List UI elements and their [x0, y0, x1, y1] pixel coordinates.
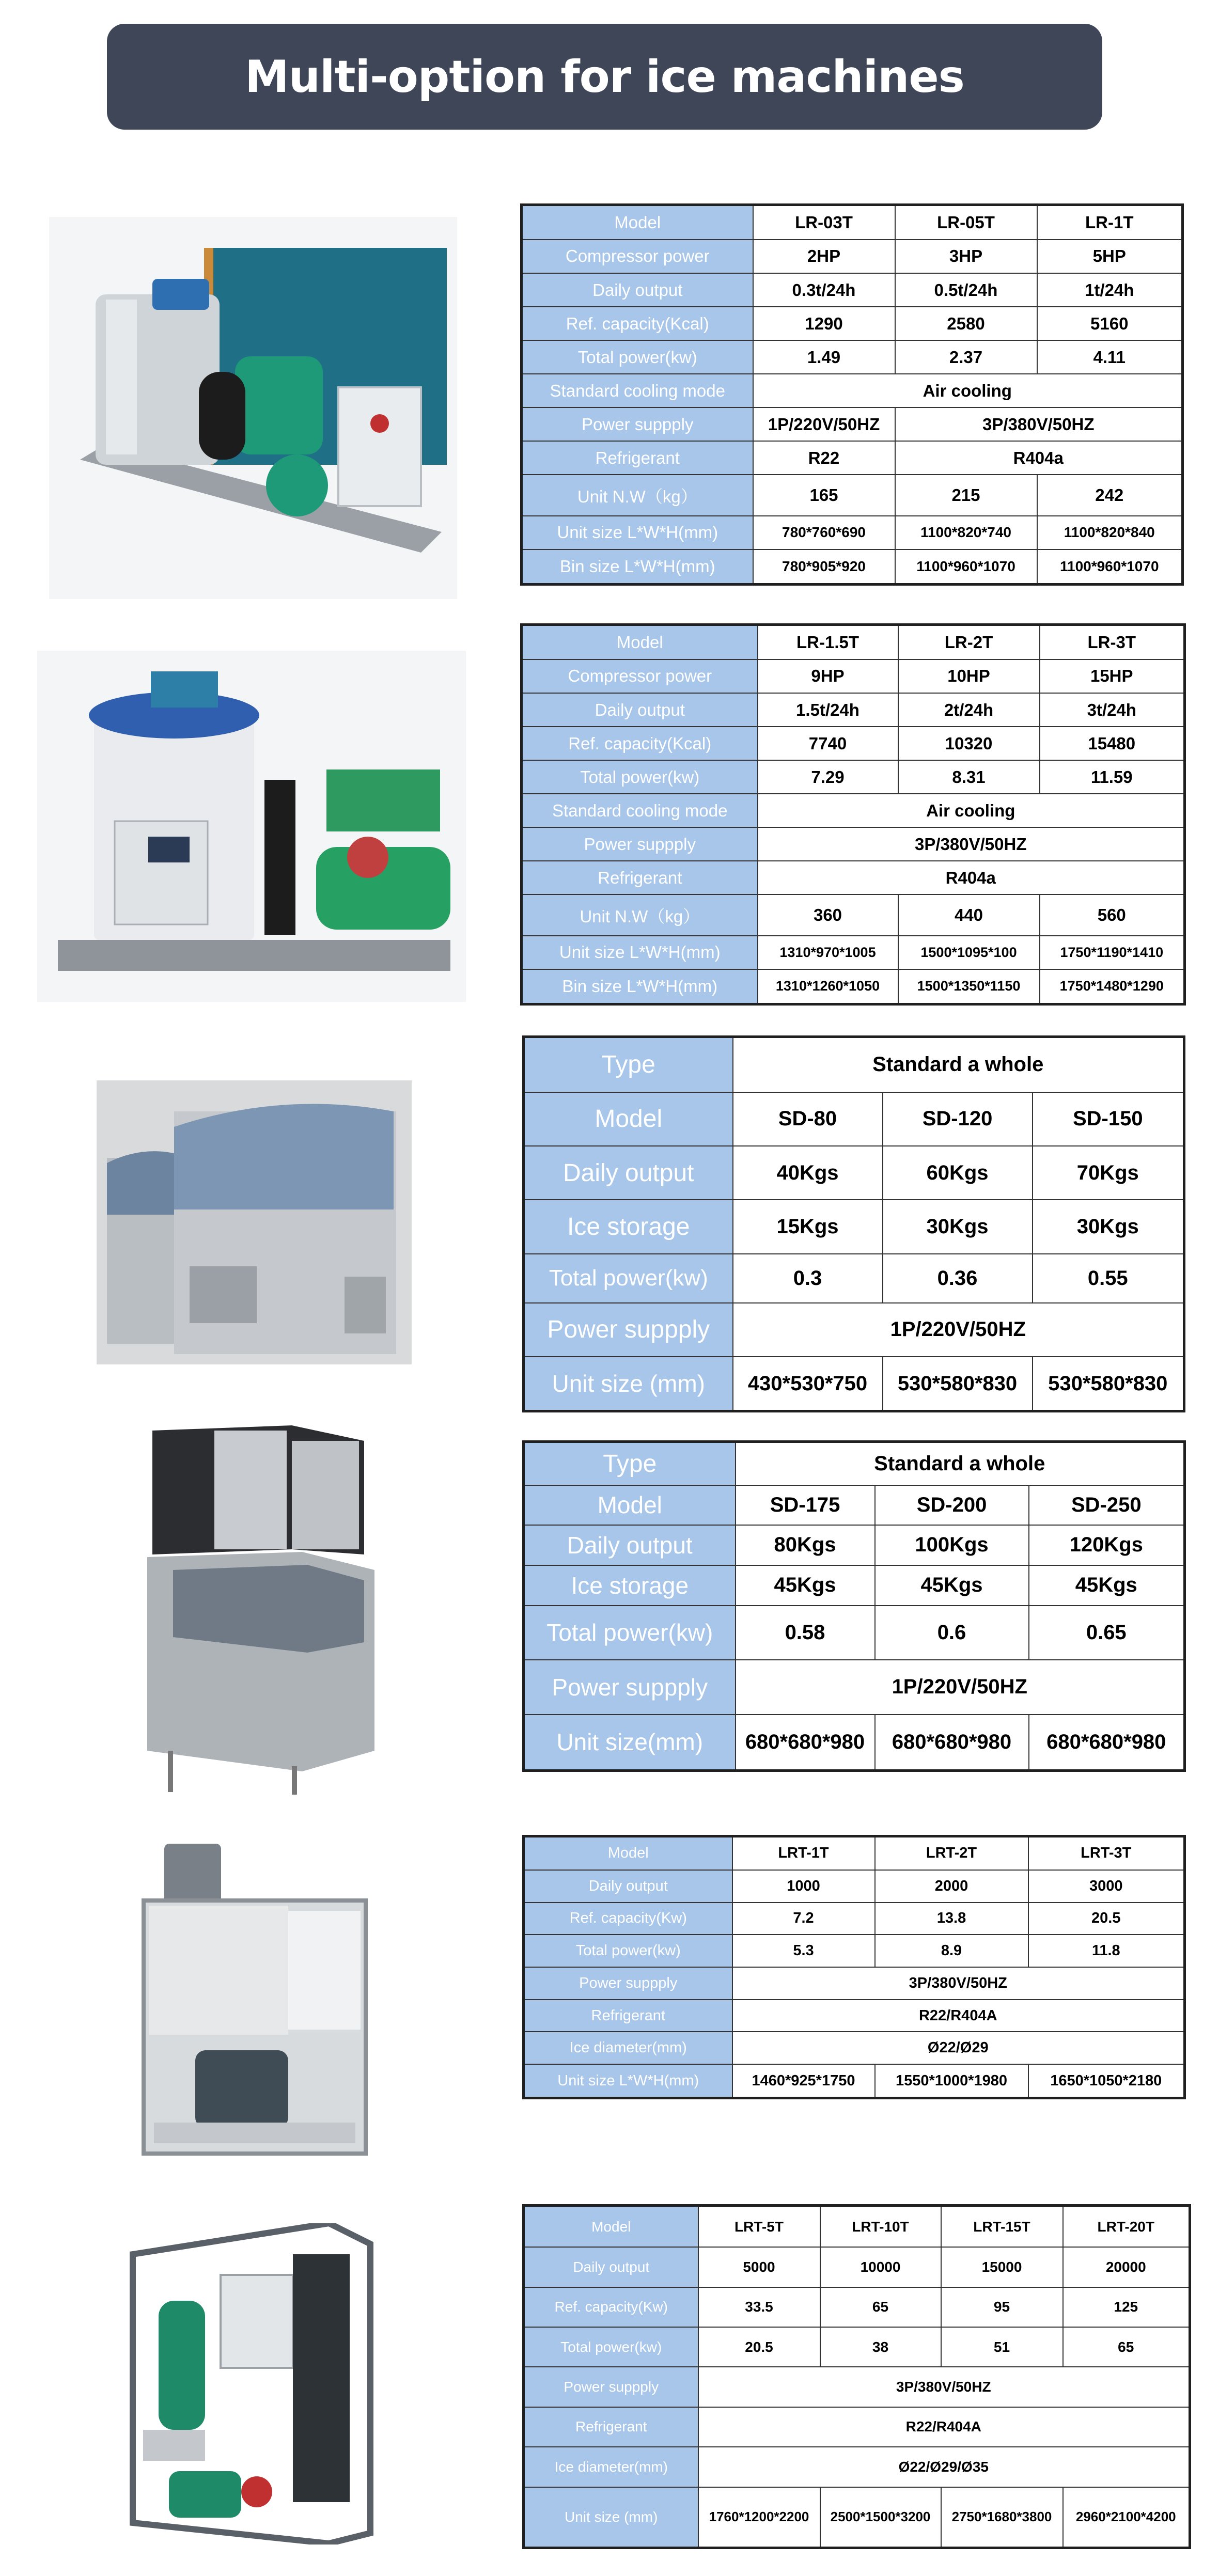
cell: 15000	[941, 2247, 1063, 2287]
cell: 0.36	[883, 1254, 1033, 1303]
compressor	[235, 356, 323, 454]
row-label: Ice diameter(mm)	[524, 2032, 732, 2064]
table-row	[524, 1715, 1185, 1771]
row-label: Total power(kw)	[524, 2327, 698, 2367]
row-label: Total power(kw)	[522, 760, 758, 794]
row-label: Power suppply	[522, 407, 753, 441]
cell: 1310*1260*1050	[758, 969, 898, 1004]
tube-ice-machine-photo-1	[133, 1844, 376, 2159]
spec-table-1	[520, 203, 1184, 586]
cell: 680*680*980	[875, 1715, 1029, 1771]
cell: 15Kgs	[733, 1200, 883, 1253]
cell: 9HP	[758, 659, 898, 693]
row-label: Model	[522, 205, 753, 240]
cell: 8.9	[875, 1935, 1028, 1967]
table-row	[524, 1525, 1185, 1565]
cell: Ø22/Ø29	[732, 2032, 1185, 2064]
cell: 1100*820*840	[1037, 516, 1183, 549]
cell: 215	[895, 475, 1037, 516]
page-title: Multi-option for ice machines	[245, 51, 964, 103]
row-label: Ref. capacity(Kcal)	[522, 307, 753, 340]
row-label: Type	[524, 1037, 733, 1092]
cell: 2750*1680*3800	[941, 2487, 1063, 2548]
cell: 38	[820, 2327, 941, 2367]
row-label: Standard cooling mode	[522, 374, 753, 407]
table-row	[524, 1967, 1185, 2000]
cell: 51	[941, 2327, 1063, 2367]
cell: SD-120	[883, 1092, 1033, 1146]
cell: 0.58	[736, 1606, 875, 1660]
cube-ice-machine-photo-2	[137, 1415, 385, 1797]
row-label: Model	[524, 2206, 698, 2248]
row-label: Model	[524, 1485, 736, 1525]
row-label: Model	[524, 1092, 733, 1146]
cell: 1650*1050*2180	[1028, 2064, 1185, 2098]
cell: 1760*1200*2200	[698, 2487, 820, 2548]
row-label: Power suppply	[524, 1660, 736, 1715]
cell: 30Kgs	[1033, 1200, 1184, 1253]
cell: LR-03T	[753, 205, 895, 240]
cell: 3P/380V/50HZ	[698, 2367, 1190, 2407]
spec-table-4	[522, 1440, 1186, 1772]
cell: 2500*1500*3200	[820, 2487, 941, 2548]
cell: 2000	[875, 1870, 1028, 1903]
cell: 2.37	[895, 340, 1037, 374]
table-row	[522, 827, 1185, 861]
row-label: Power suppply	[524, 1967, 732, 2000]
cell: Standard a whole	[733, 1037, 1184, 1092]
table-row	[524, 1903, 1185, 1935]
row-label: Compressor power	[522, 240, 753, 273]
cell: 1290	[753, 307, 895, 340]
flake-ice-machine-photo-2	[37, 651, 466, 1002]
upper-cabinet	[149, 1906, 288, 2035]
cell: 1000	[732, 1870, 875, 1903]
table-row	[524, 1606, 1185, 1660]
control-box	[221, 2275, 293, 2368]
cell: 1P/220V/50HZ	[736, 1660, 1185, 1715]
cell: 2580	[895, 307, 1037, 340]
cell: 0.6	[875, 1606, 1029, 1660]
cell: 8.31	[898, 760, 1040, 794]
cell: 80Kgs	[736, 1525, 875, 1565]
cell: 10000	[820, 2247, 941, 2287]
cell: 15HP	[1040, 659, 1185, 693]
row-label: Daily output	[524, 1525, 736, 1565]
table-row	[524, 1660, 1185, 1715]
row-label: Model	[522, 625, 758, 659]
top-tank	[164, 1844, 221, 1906]
row-label: Daily output	[524, 1146, 733, 1200]
table-row	[524, 2032, 1185, 2064]
table-row	[524, 2206, 1190, 2248]
cell: 780*905*920	[753, 549, 895, 585]
table-row	[522, 205, 1183, 240]
cell: 65	[1063, 2327, 1190, 2367]
row-label: Ice storage	[524, 1565, 736, 1606]
cell: LRT-20T	[1063, 2206, 1190, 2248]
cell: LR-05T	[895, 205, 1037, 240]
cell: 430*530*750	[733, 1357, 883, 1411]
row-label: Unit size(mm)	[524, 1715, 736, 1771]
cell: 440	[898, 894, 1040, 936]
cell: R22	[753, 441, 895, 475]
row-label: Ref. capacity(Kw)	[524, 2287, 698, 2327]
cell: 360	[758, 894, 898, 936]
table-row	[524, 1565, 1185, 1606]
cell: 1P/220V/50HZ	[733, 1303, 1184, 1357]
table-row	[524, 2327, 1190, 2367]
row-label: Total power(kw)	[524, 1254, 733, 1303]
cell: 0.65	[1029, 1606, 1185, 1660]
cell: 1310*970*1005	[758, 936, 898, 969]
cell: 1500*1095*100	[898, 936, 1040, 969]
table-row	[522, 374, 1183, 407]
cell: 1100*820*740	[895, 516, 1037, 549]
table-row	[524, 1303, 1184, 1357]
cell: 1460*925*1750	[732, 2064, 875, 2098]
row-label: Total power(kw)	[522, 340, 753, 374]
cell: LR-2T	[898, 625, 1040, 659]
table-row	[522, 659, 1185, 693]
row-label: Unit size (mm)	[524, 2487, 698, 2548]
cell: 3000	[1028, 1870, 1185, 1903]
cell: 20.5	[698, 2327, 820, 2367]
row-label: Unit N.W（kg）	[522, 894, 758, 936]
cell: SD-250	[1029, 1485, 1185, 1525]
control-box	[338, 387, 421, 506]
cell: 0.5t/24h	[895, 273, 1037, 307]
cell: SD-150	[1033, 1092, 1184, 1146]
table-row	[522, 475, 1183, 516]
table-row	[524, 2064, 1185, 2098]
row-label: Total power(kw)	[524, 1606, 736, 1660]
table-row	[524, 2487, 1190, 2548]
table-row	[524, 1092, 1184, 1146]
row-label: Unit size L*W*H(mm)	[524, 2064, 732, 2098]
cell: 3P/380V/50HZ	[758, 827, 1185, 861]
cell: 530*580*830	[1033, 1357, 1184, 1411]
spec-table-6	[522, 2204, 1191, 2549]
cell: 2t/24h	[898, 693, 1040, 727]
cell: 5000	[698, 2247, 820, 2287]
row-label: Ref. capacity(Kw)	[524, 1903, 732, 1935]
cell: Air cooling	[753, 374, 1183, 407]
table-row	[522, 936, 1185, 969]
cell: 1500*1350*1150	[898, 969, 1040, 1004]
spec-table-3	[522, 1035, 1185, 1412]
row-label: Daily output	[522, 693, 758, 727]
row-label: Power suppply	[522, 827, 758, 861]
cell: 10HP	[898, 659, 1040, 693]
cell: 1.49	[753, 340, 895, 374]
row-label: Ice storage	[524, 1200, 733, 1253]
cell: 13.8	[875, 1903, 1028, 1935]
spec-table-5	[522, 1835, 1186, 2099]
cell: Ø22/Ø29/Ø35	[698, 2447, 1190, 2487]
cell: 45Kgs	[875, 1565, 1029, 1606]
cell: LRT-2T	[875, 1836, 1028, 1870]
row-label: Daily output	[524, 2247, 698, 2287]
cell: SD-200	[875, 1485, 1029, 1525]
cell: 780*760*690	[753, 516, 895, 549]
table-row	[522, 549, 1183, 585]
row-label: Power suppply	[524, 2367, 698, 2407]
row-label: Compressor power	[522, 659, 758, 693]
cell: LRT-1T	[732, 1836, 875, 1870]
cell: SD-175	[736, 1485, 875, 1525]
cell: 2960*2100*4200	[1063, 2487, 1190, 2548]
table-row	[524, 1037, 1184, 1092]
row-label: Unit size L*W*H(mm)	[522, 936, 758, 969]
row-label: Unit size (mm)	[524, 1357, 733, 1411]
cell: LRT-10T	[820, 2206, 941, 2248]
cell: 165	[753, 475, 895, 516]
row-label: Daily output	[524, 1870, 732, 1903]
cell: Air cooling	[758, 794, 1185, 827]
cell: 7.2	[732, 1903, 875, 1935]
cell: 45Kgs	[736, 1565, 875, 1606]
table-row	[524, 1200, 1184, 1253]
table-row	[522, 894, 1185, 936]
row-label: Ice diameter(mm)	[524, 2447, 698, 2487]
spec-table-2	[520, 623, 1186, 1006]
row-label: Refrigerant	[522, 441, 753, 475]
table-row	[522, 307, 1183, 340]
cell: SD-80	[733, 1092, 883, 1146]
cell: LRT-3T	[1028, 1836, 1185, 1870]
cell: 70Kgs	[1033, 1146, 1184, 1200]
cell: 1750*1480*1290	[1040, 969, 1185, 1004]
flake-ice-machine-photo-1	[49, 217, 457, 599]
cell: 120Kgs	[1029, 1525, 1185, 1565]
cell: 95	[941, 2287, 1063, 2327]
ice-column	[293, 2254, 350, 2502]
table-row	[522, 625, 1185, 659]
table-row	[522, 760, 1185, 794]
cell: 10320	[898, 727, 1040, 760]
cell: 1750*1190*1410	[1040, 936, 1185, 969]
compressor	[195, 2050, 288, 2128]
table-row	[522, 969, 1185, 1004]
table-row	[524, 2287, 1190, 2327]
table-row	[524, 2247, 1190, 2287]
row-label: Daily output	[522, 273, 753, 307]
cell: 3P/380V/50HZ	[895, 407, 1183, 441]
table-row	[524, 1870, 1185, 1903]
cell: R22/R404A	[732, 2000, 1185, 2032]
row-label: Refrigerant	[524, 2407, 698, 2447]
table-row	[522, 794, 1185, 827]
compressor	[169, 2471, 241, 2518]
cell: 1.5t/24h	[758, 693, 898, 727]
cell: 40Kgs	[733, 1146, 883, 1200]
table-row	[524, 1442, 1185, 1485]
cell: 11.59	[1040, 760, 1185, 794]
cell: 0.3t/24h	[753, 273, 895, 307]
row-label: Total power(kw)	[524, 1935, 732, 1967]
table-row	[522, 727, 1185, 760]
cell: 1100*960*1070	[895, 549, 1037, 585]
cell: 680*680*980	[736, 1715, 875, 1771]
cell: 7.29	[758, 760, 898, 794]
row-label: Bin size L*W*H(mm)	[522, 549, 753, 585]
cell: LR-3T	[1040, 625, 1185, 659]
table-row	[522, 340, 1183, 374]
cell: 5HP	[1037, 240, 1183, 273]
cell: Standard a whole	[736, 1442, 1185, 1485]
cell: R404a	[758, 861, 1185, 894]
cell: 33.5	[698, 2287, 820, 2327]
cell: LRT-5T	[698, 2206, 820, 2248]
cell: 20.5	[1028, 1903, 1185, 1935]
cell: R404a	[895, 441, 1183, 475]
cell: 560	[1040, 894, 1185, 936]
cell: 1100*960*1070	[1037, 549, 1183, 585]
table-row	[524, 1254, 1184, 1303]
table-row	[524, 1935, 1185, 1967]
cell: 125	[1063, 2287, 1190, 2327]
cell: 20000	[1063, 2247, 1190, 2287]
cell: 4.11	[1037, 340, 1183, 374]
cell: 2HP	[753, 240, 895, 273]
cell: 60Kgs	[883, 1146, 1033, 1200]
table-row	[522, 693, 1185, 727]
table-row	[524, 2367, 1190, 2407]
table-row	[522, 441, 1183, 475]
table-row	[522, 273, 1183, 307]
cell: 3P/380V/50HZ	[732, 1967, 1185, 2000]
row-label: Unit N.W（kg）	[522, 475, 753, 516]
cell: R22/R404A	[698, 2407, 1190, 2447]
row-label: Type	[524, 1442, 736, 1485]
cell: 7740	[758, 727, 898, 760]
cell: 0.55	[1033, 1254, 1184, 1303]
title-banner	[107, 24, 1102, 130]
cell: 30Kgs	[883, 1200, 1033, 1253]
row-label: Refrigerant	[524, 2000, 732, 2032]
green-tank	[159, 2301, 205, 2430]
table-row	[524, 1485, 1185, 1525]
cell: 11.8	[1028, 1935, 1185, 1967]
row-label: Model	[524, 1836, 732, 1870]
table-row	[522, 240, 1183, 273]
table-row	[522, 861, 1185, 894]
base-frame	[58, 940, 450, 971]
cell: LR-1.5T	[758, 625, 898, 659]
cell: 45Kgs	[1029, 1565, 1185, 1606]
cell: 1P/220V/50HZ	[753, 407, 895, 441]
tube-ice-machine-photo-2	[122, 2223, 381, 2544]
cell: LRT-15T	[941, 2206, 1063, 2248]
table-row	[524, 1836, 1185, 1870]
table-row	[524, 2000, 1185, 2032]
cell: 5.3	[732, 1935, 875, 1967]
cell: 0.3	[733, 1254, 883, 1303]
row-label: Refrigerant	[522, 861, 758, 894]
row-label: Unit size L*W*H(mm)	[522, 516, 753, 549]
cell: 530*580*830	[883, 1357, 1033, 1411]
table-row	[524, 1357, 1184, 1411]
cell: LR-1T	[1037, 205, 1183, 240]
cell: 242	[1037, 475, 1183, 516]
cell: 3t/24h	[1040, 693, 1185, 727]
cell: 5160	[1037, 307, 1183, 340]
table-row	[522, 516, 1183, 549]
row-label: Ref. capacity(Kcal)	[522, 727, 758, 760]
row-label: Power suppply	[524, 1303, 733, 1357]
compressor	[326, 769, 440, 831]
cell: 15480	[1040, 727, 1185, 760]
table-row	[524, 2407, 1190, 2447]
cell: 1t/24h	[1037, 273, 1183, 307]
table-row	[524, 2447, 1190, 2487]
table-row	[524, 1146, 1184, 1200]
cell: 680*680*980	[1029, 1715, 1185, 1771]
row-label: Bin size L*W*H(mm)	[522, 969, 758, 1004]
table-row	[522, 407, 1183, 441]
cell: 3HP	[895, 240, 1037, 273]
cell: 65	[820, 2287, 941, 2327]
cell: 1550*1000*1980	[875, 2064, 1028, 2098]
cell: 100Kgs	[875, 1525, 1029, 1565]
cube-ice-machine-photo-1	[97, 1080, 412, 1364]
row-label: Standard cooling mode	[522, 794, 758, 827]
